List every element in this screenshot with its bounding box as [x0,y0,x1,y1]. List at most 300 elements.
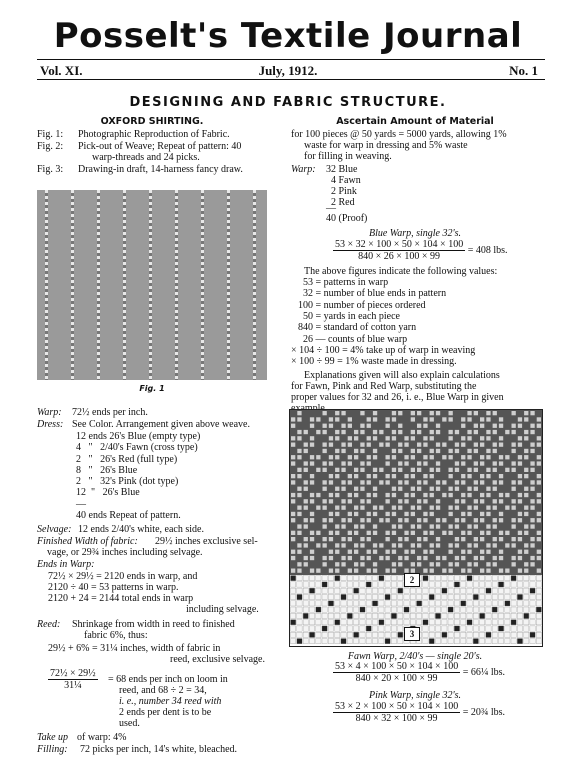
weave-cell [493,411,497,415]
draft-cell [335,613,340,618]
fawn-num: 53 × 4 × 100 × 50 × 104 × 100 [335,661,459,672]
weave-cell [398,468,402,472]
draft-cell [461,626,466,631]
reed-frac-den: 31¼ [64,680,82,692]
draft-cell [291,576,296,581]
weave-cell [354,550,358,554]
weave-cell [373,455,377,459]
draft-cell [335,620,340,625]
weave-cell [512,524,516,528]
reed-calc2-2: reed, and 68 ÷ 2 = 34, [119,685,207,696]
draft-cell [372,576,377,581]
weave-cell [518,537,522,541]
dress-line: 2 " 26's Red (full type) [76,453,178,465]
weave-cell [392,531,396,535]
weave-cell [310,493,314,497]
weave-cell [360,518,364,522]
weave-cell [417,556,421,560]
fabric-stripe [71,190,74,380]
weave-cell [392,512,396,516]
draft-cell [291,626,296,631]
weave-cell [467,468,471,472]
value-key: 32 [303,288,313,300]
weave-cell [404,436,408,440]
draft-cell [322,632,327,637]
draft-cell [448,601,453,606]
weave-cell [486,449,490,453]
draft-cell [379,613,384,618]
draft-cell [417,613,422,618]
weave-cell [474,487,478,491]
draft-cell [341,588,346,593]
weave-cell [354,569,358,573]
draft-cell [404,607,409,612]
draft-cell [429,620,434,625]
weave-cell [455,461,459,465]
dress-line: 40 ends Repeat of pattern. [76,510,181,522]
finished-label: Finished Width of fabric: [37,536,138,547]
weave-cell [354,562,358,566]
weave-cell [449,524,453,528]
weave-cell [304,487,308,491]
draft-cell [309,601,314,606]
draft-cell [316,594,321,599]
draft-cell [486,588,491,593]
weave-cell [386,417,390,421]
draft-cell [410,594,415,599]
weave-cell [411,455,415,459]
weave-cell [486,417,490,421]
weave-cell [360,499,364,503]
dress-line: — [76,498,86,510]
masthead-rule-top [37,59,545,60]
draft-cell [385,613,390,618]
draft-cell [354,639,359,644]
weave-cell [360,480,364,484]
weave-cell [329,424,333,428]
draft-cell [492,576,497,581]
weave-cell [360,556,364,560]
weave-cell [398,556,402,560]
draft-cell [486,632,491,637]
weave-cell [518,424,522,428]
weave-cell [392,417,396,421]
draft-cell [454,588,459,593]
draft-cell [442,588,447,593]
draft-cell [473,582,478,587]
weave-cell [449,449,453,453]
draft-cell [335,632,340,637]
weave-cell [499,474,503,478]
weave-cell [310,424,314,428]
draft-cell [467,588,472,593]
draft-cell [360,613,365,618]
draft-cell [372,626,377,631]
weave-cell [442,556,446,560]
ends-line-4: including selvage. [186,604,259,615]
weave-cell [373,550,377,554]
weave-cell [417,424,421,428]
weave-cell [518,569,522,573]
draft-cell [429,588,434,593]
weave-cell [461,569,465,573]
weave-cell [367,499,371,503]
value-meaning: = patterns in warp [313,277,389,288]
warp-proof: 40 (Proof) [326,213,368,224]
weave-cell [512,468,516,472]
draft-cell [435,582,440,587]
draft-cell [347,639,352,644]
draft-cell [309,582,314,587]
draft-cell [486,607,491,612]
weave-cell [386,569,390,573]
weave-cell [449,493,453,497]
draft-cell [316,620,321,625]
draft-cell [517,601,522,606]
weave-cell [430,449,434,453]
weave-cell [499,499,503,503]
weave-cell [348,436,352,440]
weave-cell [530,562,534,566]
weave-cell [291,461,295,465]
weave-cell [430,550,434,554]
weave-cell [304,506,308,510]
weave-cell [348,461,352,465]
weave-cell [323,543,327,547]
weave-cell [423,512,427,516]
weave-cell [392,562,396,566]
weave-cell [398,562,402,566]
draft-cell [467,620,472,625]
weave-cell [411,524,415,528]
weave-cell [379,430,383,434]
draft-cell [448,632,453,637]
material-heading: Ascertain Amount of Material [336,116,494,127]
draft-cell [379,582,384,587]
fabric-stripe [201,190,204,380]
weave-cell [537,461,541,465]
draft-cell [379,594,384,599]
weave-cell [398,461,402,465]
weave-cell [524,436,528,440]
weave-cell [467,417,471,421]
draft-cell [398,632,403,637]
weave-cell [486,455,490,459]
weave-cell [335,411,339,415]
weave-cell [291,417,295,421]
weave-cell [398,524,402,528]
draft-cell [328,594,333,599]
draft-cell [303,576,308,581]
draft-cell [461,620,466,625]
weave-cell [398,449,402,453]
draft-cell [480,582,485,587]
draft-cell [454,632,459,637]
draft-cell [297,626,302,631]
weave-cell [486,512,490,516]
weave-cell [411,550,415,554]
draft-cell [341,576,346,581]
weave-cell [530,449,534,453]
selvage-text: 12 ends 2/40's white, each side. [78,524,204,535]
draft-cell [448,607,453,612]
draft-cell [354,632,359,637]
weave-cell [530,443,534,447]
weave-cell [480,556,484,560]
weave-cell [480,499,484,503]
weave-cell [530,480,534,484]
draft-cell [385,626,390,631]
draft-cell [360,632,365,637]
weave-cell [411,449,415,453]
value-key: 840 [298,322,313,334]
draft-cell [423,607,428,612]
weave-cell [442,455,446,459]
weave-cell [524,524,528,528]
weave-cell [524,569,528,573]
explain-1: Explanations given will also explain calculations [304,370,500,381]
draft-cell [524,632,529,637]
dress-line: 4 " 2/40's Fawn (cross type) [76,442,198,454]
draft-cell [379,588,384,593]
draft-cell [417,601,422,606]
weave-cell [474,518,478,522]
weave-cell [323,430,327,434]
draft-cell [492,594,497,599]
weave-cell [310,474,314,478]
draft-cell [435,576,440,581]
weave-cell [392,487,396,491]
weave-cell [386,556,390,560]
draft-cell [291,594,296,599]
weave-cell [404,556,408,560]
draft-cell [379,632,384,637]
draft-cell [335,639,340,644]
weave-cell [304,499,308,503]
fig3-label: Fig. 3: [37,164,64,175]
draft-cell [398,626,403,631]
reed-fraction [48,668,98,692]
draft-cell [505,607,510,612]
weave-cell [430,512,434,516]
warp-sum-rule: — [326,203,336,214]
weave-cell [474,499,478,503]
draft-cell [473,601,478,606]
weave-cell [423,569,427,573]
draft-cell [517,588,522,593]
weave-cell [530,556,534,560]
weave-cell [505,493,509,497]
draft-cell [297,594,302,599]
draft-cell [391,607,396,612]
blue-calc [333,239,508,263]
weave-cell [449,562,453,566]
draft-cell [423,613,428,618]
weave-cell [373,449,377,453]
reed-calc-1b: reed, exclusive selvage. [170,654,265,665]
weave-cell [512,562,516,566]
draft-cell [417,620,422,625]
weave-cell [323,487,327,491]
weave-cell [480,443,484,447]
draft-cell [467,607,472,612]
draft-cell [442,594,447,599]
weave-cell [436,430,440,434]
weave-cell [537,556,541,560]
weave-cell [392,524,396,528]
draft-cell [309,588,314,593]
draft-cell [498,588,503,593]
weave-cell [310,436,314,440]
weave-cell [436,543,440,547]
draft-cell [530,607,535,612]
weave-cell [341,449,345,453]
weave-cell [493,430,497,434]
takeup-label: Take up [37,732,69,743]
weave-cell [430,468,434,472]
draft-cell [461,594,466,599]
draft-cell [429,582,434,587]
draft-cell [322,639,327,644]
weave-cell [467,531,471,535]
value-meaning: = standard of cotton yarn [313,322,417,334]
weave-cell [480,531,484,535]
draft-cell [341,639,346,644]
weave-cell [512,411,516,415]
draft-cell [505,626,510,631]
draft-cell [492,626,497,631]
weave-cell [386,455,390,459]
weave-cell [398,518,402,522]
draft-cell [461,607,466,612]
weave-cell [367,569,371,573]
draft-cell [316,632,321,637]
draft-cell [517,594,522,599]
draft-cell [435,607,440,612]
value-meaning: = number of blue ends in pattern [313,288,447,300]
draft-cell [505,601,510,606]
weave-cell [505,543,509,547]
weave-cell [505,468,509,472]
weave-cell [291,556,295,560]
draft-cell [536,632,541,637]
draft-cell [398,639,403,644]
weave-cell [499,424,503,428]
blue-num: 53 × 32 × 100 × 50 × 104 × 100 [335,239,464,250]
weave-cell [316,531,320,535]
weave-cell [411,411,415,415]
weave-cell [518,512,522,516]
weave-cell [354,468,358,472]
draft-cell [309,620,314,625]
draft-cell [322,576,327,581]
weave-cell [430,506,434,510]
weave-cell [455,543,459,547]
weave-cell [367,417,371,421]
weave-cell [512,480,516,484]
draft-cell [511,626,516,631]
weave-cell [367,493,371,497]
weave-cell [449,430,453,434]
weave-cell [524,506,528,510]
weave-cell [423,424,427,428]
draft-cell [442,613,447,618]
weave-cell [411,417,415,421]
draft-cell [379,576,384,581]
draft-cell [347,613,352,618]
draft-cell [354,582,359,587]
value-key: 100 [298,299,313,311]
weave-cell [291,436,295,440]
weave-cell [297,562,301,566]
draft-cell [517,613,522,618]
reed-calc-1: 29½ + 6% = 31¼ inches, width of fabric in [48,643,221,654]
weave-cell [524,550,528,554]
draft-cell [366,594,371,599]
weave-cell [449,411,453,415]
draft-cell [410,588,415,593]
draft-cell [498,613,503,618]
weave-cell [486,569,490,573]
weave-cell [335,512,339,516]
draft-cell [435,639,440,644]
issue-volume: Vol. XI. [40,63,83,78]
fig1-label: Fig. 1: [37,129,64,140]
draft-cell [423,582,428,587]
draft-cell [303,582,308,587]
weave-cell [360,430,364,434]
weave-cell [360,468,364,472]
weave-cell [512,556,516,560]
draft-cell [454,582,459,587]
weave-cell [323,411,327,415]
weave-cell [530,487,534,491]
weave-cell [530,424,534,428]
weave-cell [493,518,497,522]
draft-cell [480,607,485,612]
weave-cell [449,474,453,478]
draft-cell [354,576,359,581]
weave-cell [480,436,484,440]
weave-cell [404,518,408,522]
draft-cell [524,588,529,593]
draft-cell [530,639,535,644]
weave-cell [316,569,320,573]
draft-cell [291,632,296,637]
weave-cell [486,411,490,415]
draft-cell [423,601,428,606]
finished-cont: vage, or 29¾ inches including selvage. [47,547,203,558]
weave-cell [354,487,358,491]
weave-cell [354,506,358,510]
weave-cell [310,556,314,560]
weave-cell [524,474,528,478]
weave-cell [398,487,402,491]
draft-cell [492,601,497,606]
weave-cell [291,493,295,497]
weave-cell [373,543,377,547]
weave-cell [304,524,308,528]
weave-cell [537,518,541,522]
weave-cell [493,443,497,447]
weave-cell [329,461,333,465]
draft-cell [461,576,466,581]
weave-cell [398,443,402,447]
weave-cell [430,411,434,415]
weave-cell [461,550,465,554]
weave-cell [512,461,516,465]
fig2-label: Fig. 2: [37,141,64,152]
